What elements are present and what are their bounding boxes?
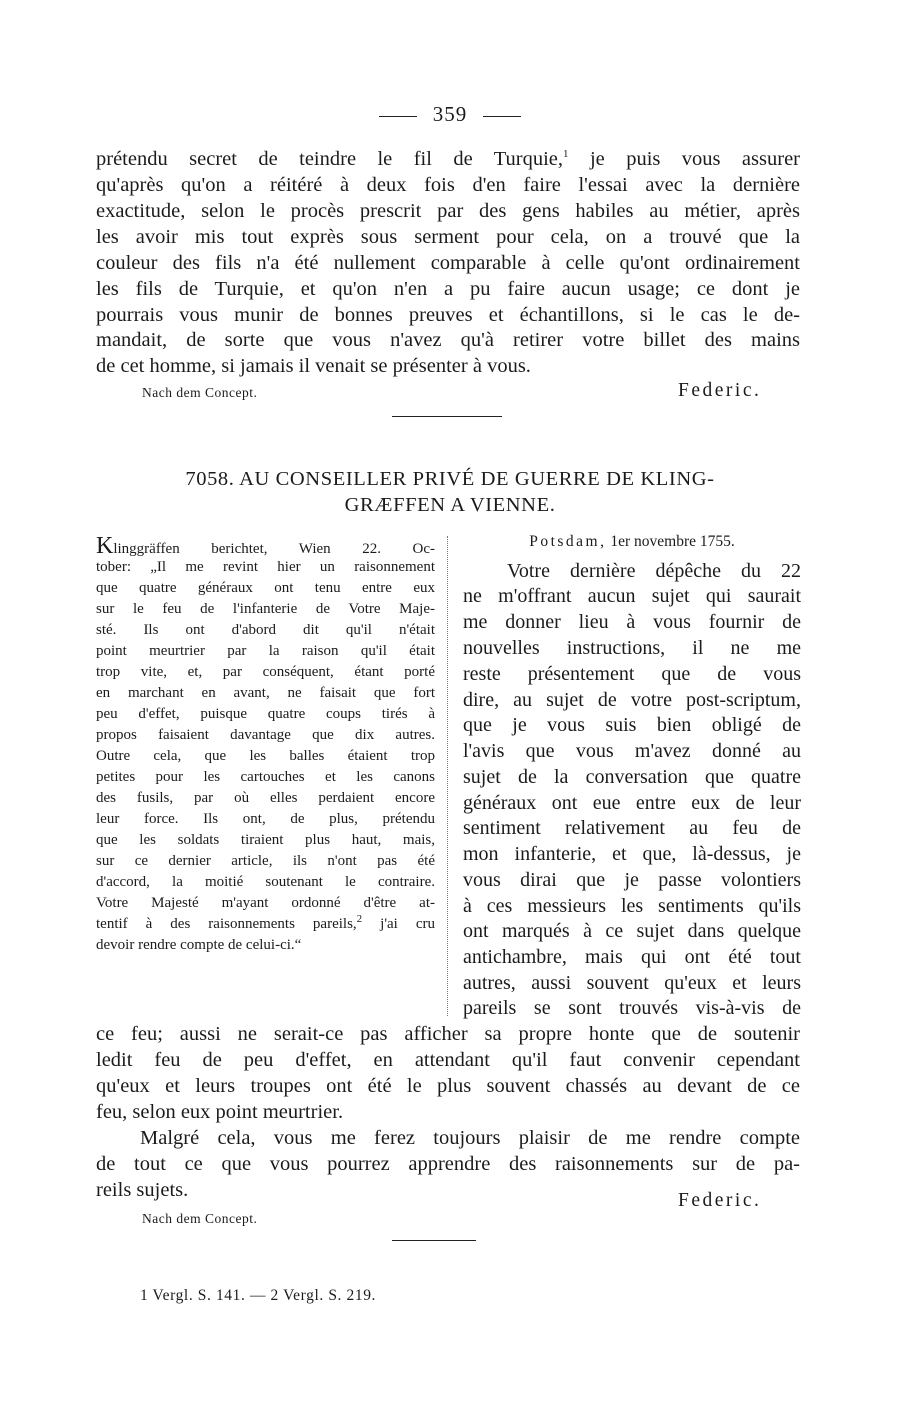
left-column-line: point meurtrier par la raison qu'il était (96, 643, 435, 659)
source-note: Nach dem Concept. (142, 1211, 258, 1226)
left-column-line: que quatre généraux ont tenu entre eux (96, 580, 435, 596)
top-paragraph-line: les fils de Turquie, et qu'on n'en a pu faire aucun usage; ce dont je (96, 278, 800, 300)
right-column-line: pareils se sont trouvés vis-à-vis de (463, 997, 801, 1019)
right-column-line: à ces messieurs les sentiments qu'ils (463, 895, 801, 917)
right-column-line: vous dirai que je passe volontiers (463, 869, 801, 891)
body-line: qu'eux et leurs troupes ont été le plus souvent chassés au devant de ce (96, 1075, 800, 1097)
page-header (0, 102, 900, 127)
letter-title-line-1: 7058. AU CONSEILLER PRIVÉ DE GUERRE DE KLING- (185, 468, 715, 490)
top-paragraph-line: pourrais vous munir de bonnes preuves et échantillons, si le cas le de- (96, 304, 800, 326)
top-paragraph-line: de cet homme, si jamais il venait se présenter à vous. (96, 355, 531, 377)
header-dash-left (379, 116, 417, 117)
left-column-line: sur ce dernier article, ils n'ont pas été (96, 853, 435, 869)
signature: Federic. (678, 1190, 762, 1211)
footnote-marker: 2 (356, 913, 363, 925)
left-column-line: devoir rendre compte de celui-ci.“ (96, 937, 302, 953)
left-column-line: petites pour les cartouches et les canons (96, 769, 435, 785)
left-column-line: propos faisaient davantage que dix autres. (96, 727, 435, 743)
right-column-line: antichambre, mais qui ont été tout (463, 946, 801, 968)
signature: Federic. (678, 380, 762, 401)
left-column-line: des fusils, par où elles perdaient encore (96, 790, 435, 806)
body-line: ledit feu de peu d'effet, en attendant qu'il faut convenir cependant (96, 1049, 800, 1071)
section-rule (392, 416, 502, 417)
body-line: Malgré cela, vous me ferez toujours plaisir de me rendre compte (140, 1127, 800, 1149)
left-column-line: que les soldats tiraient plus haut, mais, (96, 832, 435, 848)
right-column-line: ont marqués à ce sujet dans quelque (463, 920, 801, 942)
dateline-place: Potsdam, (529, 533, 607, 550)
body-line: de tout ce que vous pourrez apprendre des raisonnements sur de pa- (96, 1153, 800, 1175)
left-column-line: en marchant en avant, ne faisait que fort (96, 685, 435, 701)
source-note: Nach dem Concept. (142, 385, 258, 400)
letter-title-line-2: GRÆFFEN A VIENNE. (344, 494, 556, 516)
right-column-line: Votre dernière dépêche du 22 (507, 560, 801, 582)
top-paragraph-line: qu'après qu'on a réitéré à deux fois d'en faire l'essai avec la dernière (96, 174, 800, 196)
top-paragraph-line: les avoir mis tout exprès sous serment pour cela, on a trouvé que la (96, 226, 800, 248)
top-paragraph-line: prétendu secret de teindre le fil de Turquie,$^1$ je puis vous assurer (96, 148, 800, 170)
left-column-line: Outre cela, que les balles étaient trop (96, 748, 435, 764)
right-column-line: nouvelles instructions, il ne me (463, 637, 801, 659)
right-column-line: sujet de la conversation que quatre (463, 766, 801, 788)
body-line: reils sujets. (96, 1179, 189, 1201)
left-column-line: d'accord, la moitié soutenant le contraire. (96, 874, 435, 890)
left-column-line: Klinggräffen berichtet, Wien 22. Oc- (96, 533, 435, 559)
left-column-line: tober: „Il me revint hier un raisonnement (96, 559, 435, 575)
top-paragraph-line: exactitude, selon le procès prescrit par des gens habiles au métier, après (96, 200, 800, 222)
section-rule (392, 1240, 476, 1241)
left-column-line: tentif à des raisonnements pareils,$^2$ j'ai cru (96, 913, 435, 932)
left-column-line: Votre Majesté m'ayant ordonné d'être at- (96, 895, 435, 911)
page-number: 359 (432, 102, 468, 126)
left-column-line: trop vite, et, par conséquent, étant porté (96, 664, 435, 680)
right-column-line: me donner lieu à vous fournir de (463, 611, 801, 633)
right-column-line: ne m'offrant aucun sujet qui saurait (463, 585, 801, 607)
left-column-line: leur force. Ils ont, de plus, prétendu (96, 811, 435, 827)
body-line: ce feu; aussi ne serait-ce pas afficher sa propre honte que de soutenir (96, 1023, 800, 1045)
right-column-line: l'avis que vous m'avez donné au (463, 740, 801, 762)
footnotes: 1 Vergl. S. 141. — 2 Vergl. S. 219. (140, 1287, 377, 1304)
column-divider (447, 536, 448, 1016)
right-column-line: reste présentement que de vous (463, 663, 801, 685)
header-dash-right (483, 116, 521, 117)
right-column-line: que je vous suis bien obligé de (463, 714, 801, 736)
right-column-line: mon infanterie, et que, là-dessus, je (463, 843, 801, 865)
body-line: feu, selon eux point meurtrier. (96, 1101, 344, 1123)
right-column-line: dire, au sujet de votre post-scriptum, (463, 689, 801, 711)
left-column-line: sté. Ils ont d'abord dit qu'il n'était (96, 622, 435, 638)
left-column-line: sur le feu de l'infanterie de Votre Maje- (96, 601, 435, 617)
dateline-date: 1er novembre 1755. (610, 533, 735, 550)
left-column-line: peu d'effet, puisque quatre coups tirés à (96, 706, 435, 722)
dateline (463, 533, 801, 551)
top-paragraph-line: mandait, de sorte que vous n'avez qu'à retirer votre billet des mains (96, 329, 800, 351)
right-column-line: sentiment relativement au feu de (463, 817, 801, 839)
footnote-marker: 1 (563, 148, 569, 161)
drop-cap: K (96, 533, 114, 559)
right-column-line: généraux ont eue entre eux de leur (463, 792, 801, 814)
top-paragraph-line: couleur des fils n'a été nullement comparable à celle qu'ont ordinairement (96, 252, 800, 274)
right-column-line: autres, aussi souvent qu'eux et leurs (463, 972, 801, 994)
